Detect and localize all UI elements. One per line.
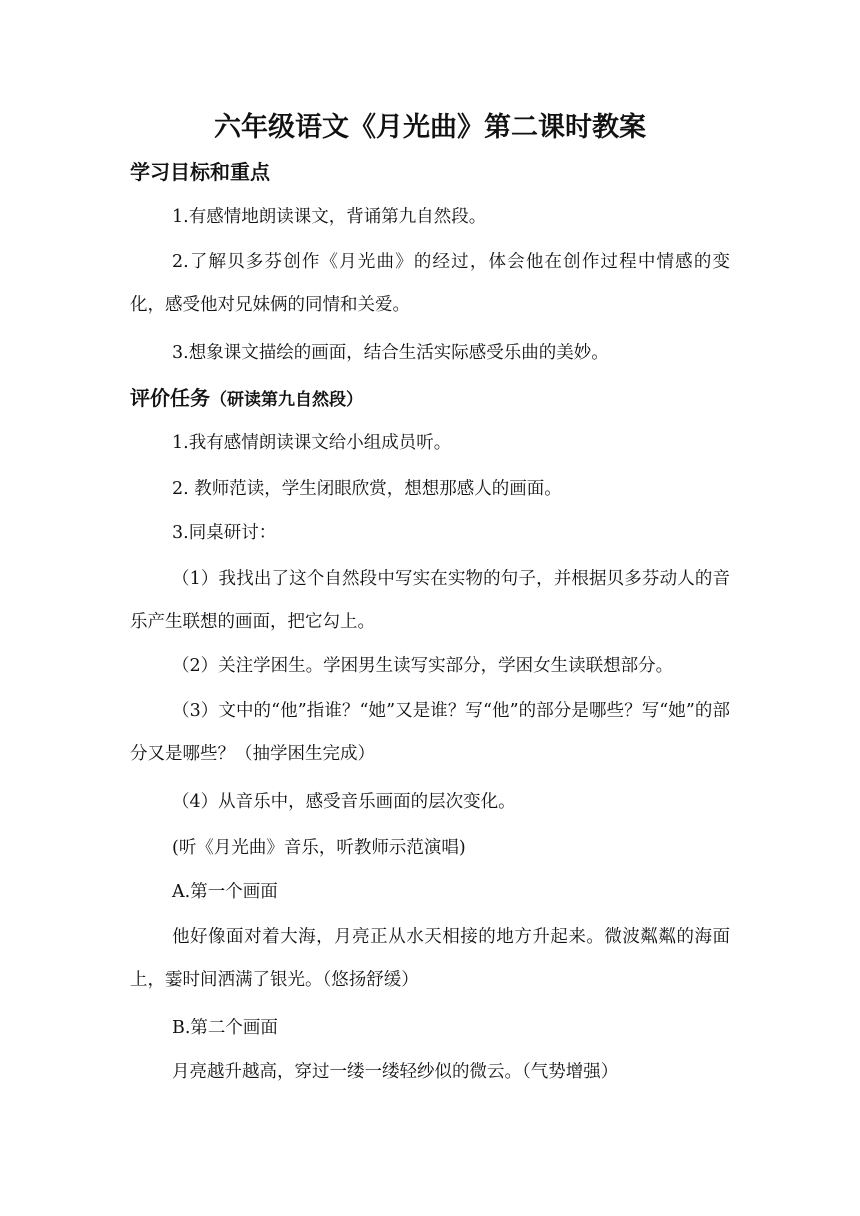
- music-note: (听《月光曲》音乐，听教师示范演唱): [172, 838, 466, 858]
- evaluation-item-3: 3.同桌研讨：: [172, 523, 277, 543]
- scene-a-text: 他好像面对着大海，月亮正从水天相接的地方升起来。微波粼粼的海面上，霎时间洒满了银光。（悠扬舒缓）: [130, 927, 730, 990]
- section-heading-evaluation-text: 评价任务: [130, 386, 210, 410]
- discussion-item-1: （1）我找出了这个自然段中写实在实物的句子，并根据贝多芬动人的音乐产生联想的画面，把它勾上。: [130, 569, 730, 632]
- objective-item-3: 3.想象课文描绘的画面，结合生活实际感受乐曲的美妙。: [172, 343, 609, 363]
- evaluation-item-2: 2. 教师范读，学生闭眼欣赏，想想那感人的画面。: [172, 479, 562, 499]
- discussion-item-4: （4）从音乐中，感受音乐画面的层次变化。: [172, 792, 516, 812]
- scene-b-label: B.第二个画面: [172, 1018, 278, 1038]
- evaluation-item-1: 1.我有感情朗读课文给小组成员听。: [172, 433, 452, 453]
- section-heading-objectives: [130, 157, 270, 187]
- objective-item-2: 2.了解贝多芬创作《月光曲》的经过，体会他在创作过程中情感的变化，感受他对兄妹俩的同情和关爱。: [130, 252, 730, 315]
- discussion-item-3: （3）文中的“他”指谁？“她”又是谁？写“他”的部分是哪些？写“她”的部分又是哪些？（抽学困生完成）: [130, 701, 730, 764]
- document-title: 六年级语文《月光曲》第二课时教案: [214, 112, 646, 143]
- section-heading-evaluation-subtitle: （研读第九自然段）: [210, 390, 363, 410]
- section-heading-objectives-text: 学习目标和重点: [130, 160, 270, 184]
- objective-item-1: 1.有感情地朗读课文，背诵第九自然段。: [172, 207, 487, 227]
- scene-a-label: A.第一个画面: [172, 882, 278, 902]
- scene-b-text: 月亮越升越高，穿过一缕一缕轻纱似的微云。（气势增强）: [172, 1062, 619, 1082]
- discussion-item-2: （2）关注学困生。学困男生读写实部分，学困女生读联想部分。: [172, 656, 674, 676]
- section-heading-evaluation: [130, 383, 363, 415]
